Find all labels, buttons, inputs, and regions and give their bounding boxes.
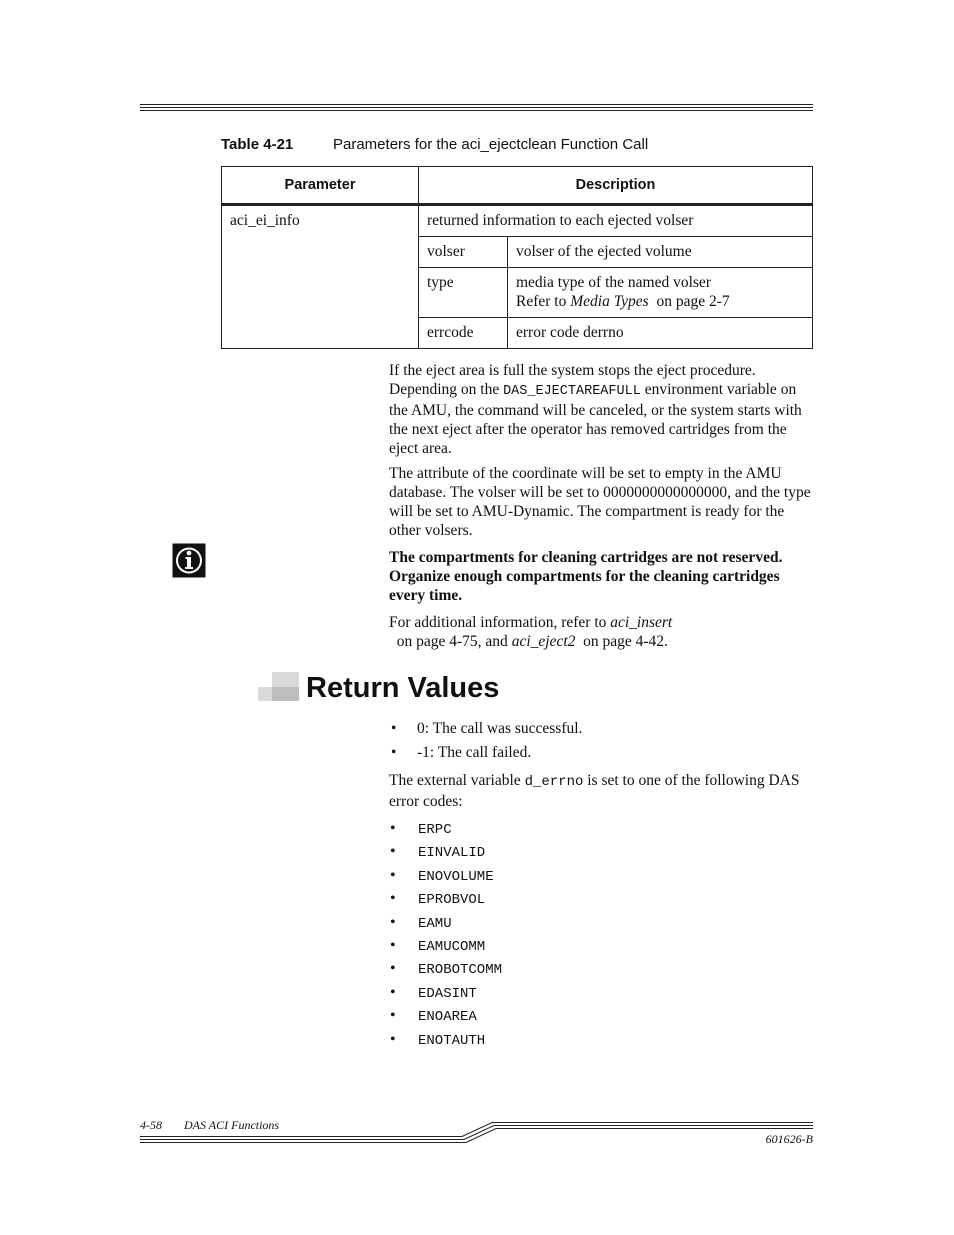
bullet-icon: • xyxy=(390,843,396,861)
error-code: EAMU xyxy=(418,915,452,932)
field-cell: volser xyxy=(419,237,508,268)
heading-decoration xyxy=(272,687,299,701)
footer-left xyxy=(140,1118,279,1133)
list-item xyxy=(389,960,689,983)
field-cell: type xyxy=(419,268,508,318)
list-item xyxy=(389,743,813,767)
return-value-text: 0: The call was successful. xyxy=(417,720,583,737)
bullet-icon: • xyxy=(390,936,396,954)
parameters-table xyxy=(221,166,813,349)
ref-suffix: on page 2-7 xyxy=(648,293,730,310)
bullet-icon: • xyxy=(390,890,396,908)
additional-info-paragraph xyxy=(389,613,813,651)
errno-paragraph xyxy=(389,771,813,811)
ref-prefix: Refer to xyxy=(516,293,571,310)
bullet-icon: • xyxy=(390,1030,396,1048)
param-name-cell: aci_ei_info xyxy=(222,205,419,349)
bullet-icon: • xyxy=(390,960,396,978)
heading-decoration xyxy=(258,687,272,701)
para3-text-b: on page 4-75, and xyxy=(389,633,512,650)
doc-id: 601626-B xyxy=(765,1132,813,1146)
return-value-text: -1: The call failed. xyxy=(417,744,532,761)
error-code: EROBOTCOMM xyxy=(418,962,503,979)
env-var-code: DAS_EJECTAREAFULL xyxy=(503,384,641,399)
error-code: EPROBVOL xyxy=(418,892,486,909)
errno-code: d_errno xyxy=(524,774,584,790)
list-item xyxy=(389,1007,689,1030)
header-description: Description xyxy=(419,167,813,205)
bullet-icon: • xyxy=(390,820,396,837)
bullet-icon: • xyxy=(390,1007,396,1025)
error-codes-list xyxy=(389,820,689,1054)
list-item xyxy=(389,719,813,743)
field-cell: errcode xyxy=(419,318,508,349)
param-desc-cell: returned information to each ejected volser xyxy=(419,205,813,237)
footer-section: DAS ACI Functions xyxy=(184,1118,280,1132)
para1-text-a: If the eject area is full the system stops the eject procedure. Depending on the xyxy=(389,362,756,398)
list-item xyxy=(389,1031,689,1054)
list-item xyxy=(389,843,689,866)
attribute-paragraph xyxy=(389,464,813,540)
page-number: 4-58 xyxy=(140,1118,162,1132)
list-item xyxy=(389,984,689,1007)
bullet-icon: • xyxy=(390,983,396,1001)
list-item xyxy=(389,820,689,843)
field-desc-text: media type of the named volser xyxy=(516,274,711,291)
error-code: EINVALID xyxy=(418,845,486,862)
table-caption xyxy=(221,136,648,153)
aci-insert-link[interactable]: aci_insert xyxy=(610,614,673,631)
field-desc-cell: volser of the ejected volume xyxy=(508,237,813,268)
error-code: ENOAREA xyxy=(418,1009,477,1026)
table-number: Table 4-21 xyxy=(221,136,294,153)
error-code: EAMUCOMM xyxy=(418,938,486,955)
bullet-icon: • xyxy=(391,744,397,761)
bullet-icon: • xyxy=(390,913,396,931)
para3-text-a: For additional information, refer to xyxy=(389,614,611,631)
field-desc-cell xyxy=(508,268,813,318)
aci-eject2-link[interactable]: aci_eject2 xyxy=(511,633,576,650)
return-values-list xyxy=(389,719,813,767)
para2-text: The attribute of the coordinate will be set to empty in the AMU database. The volser will be set to 0000000000000000, and the type will be set to AMU-Dynamic. The compartment is ready for the other volsers. xyxy=(389,465,811,539)
list-item xyxy=(389,890,689,913)
table-row xyxy=(222,205,813,237)
error-code: EDASINT xyxy=(418,985,477,1002)
list-item xyxy=(389,937,689,960)
errno-text-a: The external variable xyxy=(389,772,525,789)
list-item xyxy=(389,867,689,890)
error-code: ERPC xyxy=(418,822,452,838)
page-footer xyxy=(140,1118,813,1158)
note-text: The compartments for cleaning cartridges are not reserved. Organize enough compartments for the cleaning cartridges every time. xyxy=(389,549,783,604)
bullet-icon: • xyxy=(390,866,396,884)
header-rule xyxy=(140,104,813,111)
para3-text-c: on page 4-42. xyxy=(575,633,668,650)
list-item xyxy=(389,914,689,937)
header-parameter: Parameter xyxy=(222,167,419,205)
error-code: ENOTAUTH xyxy=(418,1032,486,1049)
eject-area-paragraph xyxy=(389,361,813,458)
table-header-row xyxy=(222,167,813,205)
error-code: ENOVOLUME xyxy=(418,868,494,885)
info-icon xyxy=(172,543,206,578)
field-desc-cell: error code derrno xyxy=(508,318,813,349)
section-title: Return Values xyxy=(306,672,500,704)
errno-text-b: is set to one of the following DAS error codes: xyxy=(389,772,800,810)
table-title: Parameters for the aci_ejectclean Function Call xyxy=(333,136,649,153)
para1-text-b: environment variable on the AMU, the command will be canceled, or the system starts with the next eject after the operator has removed cartridges from the eject area. xyxy=(389,381,802,457)
bullet-icon: • xyxy=(391,720,397,737)
cleaning-note xyxy=(389,548,813,605)
media-types-link[interactable]: Media Types xyxy=(570,293,649,310)
